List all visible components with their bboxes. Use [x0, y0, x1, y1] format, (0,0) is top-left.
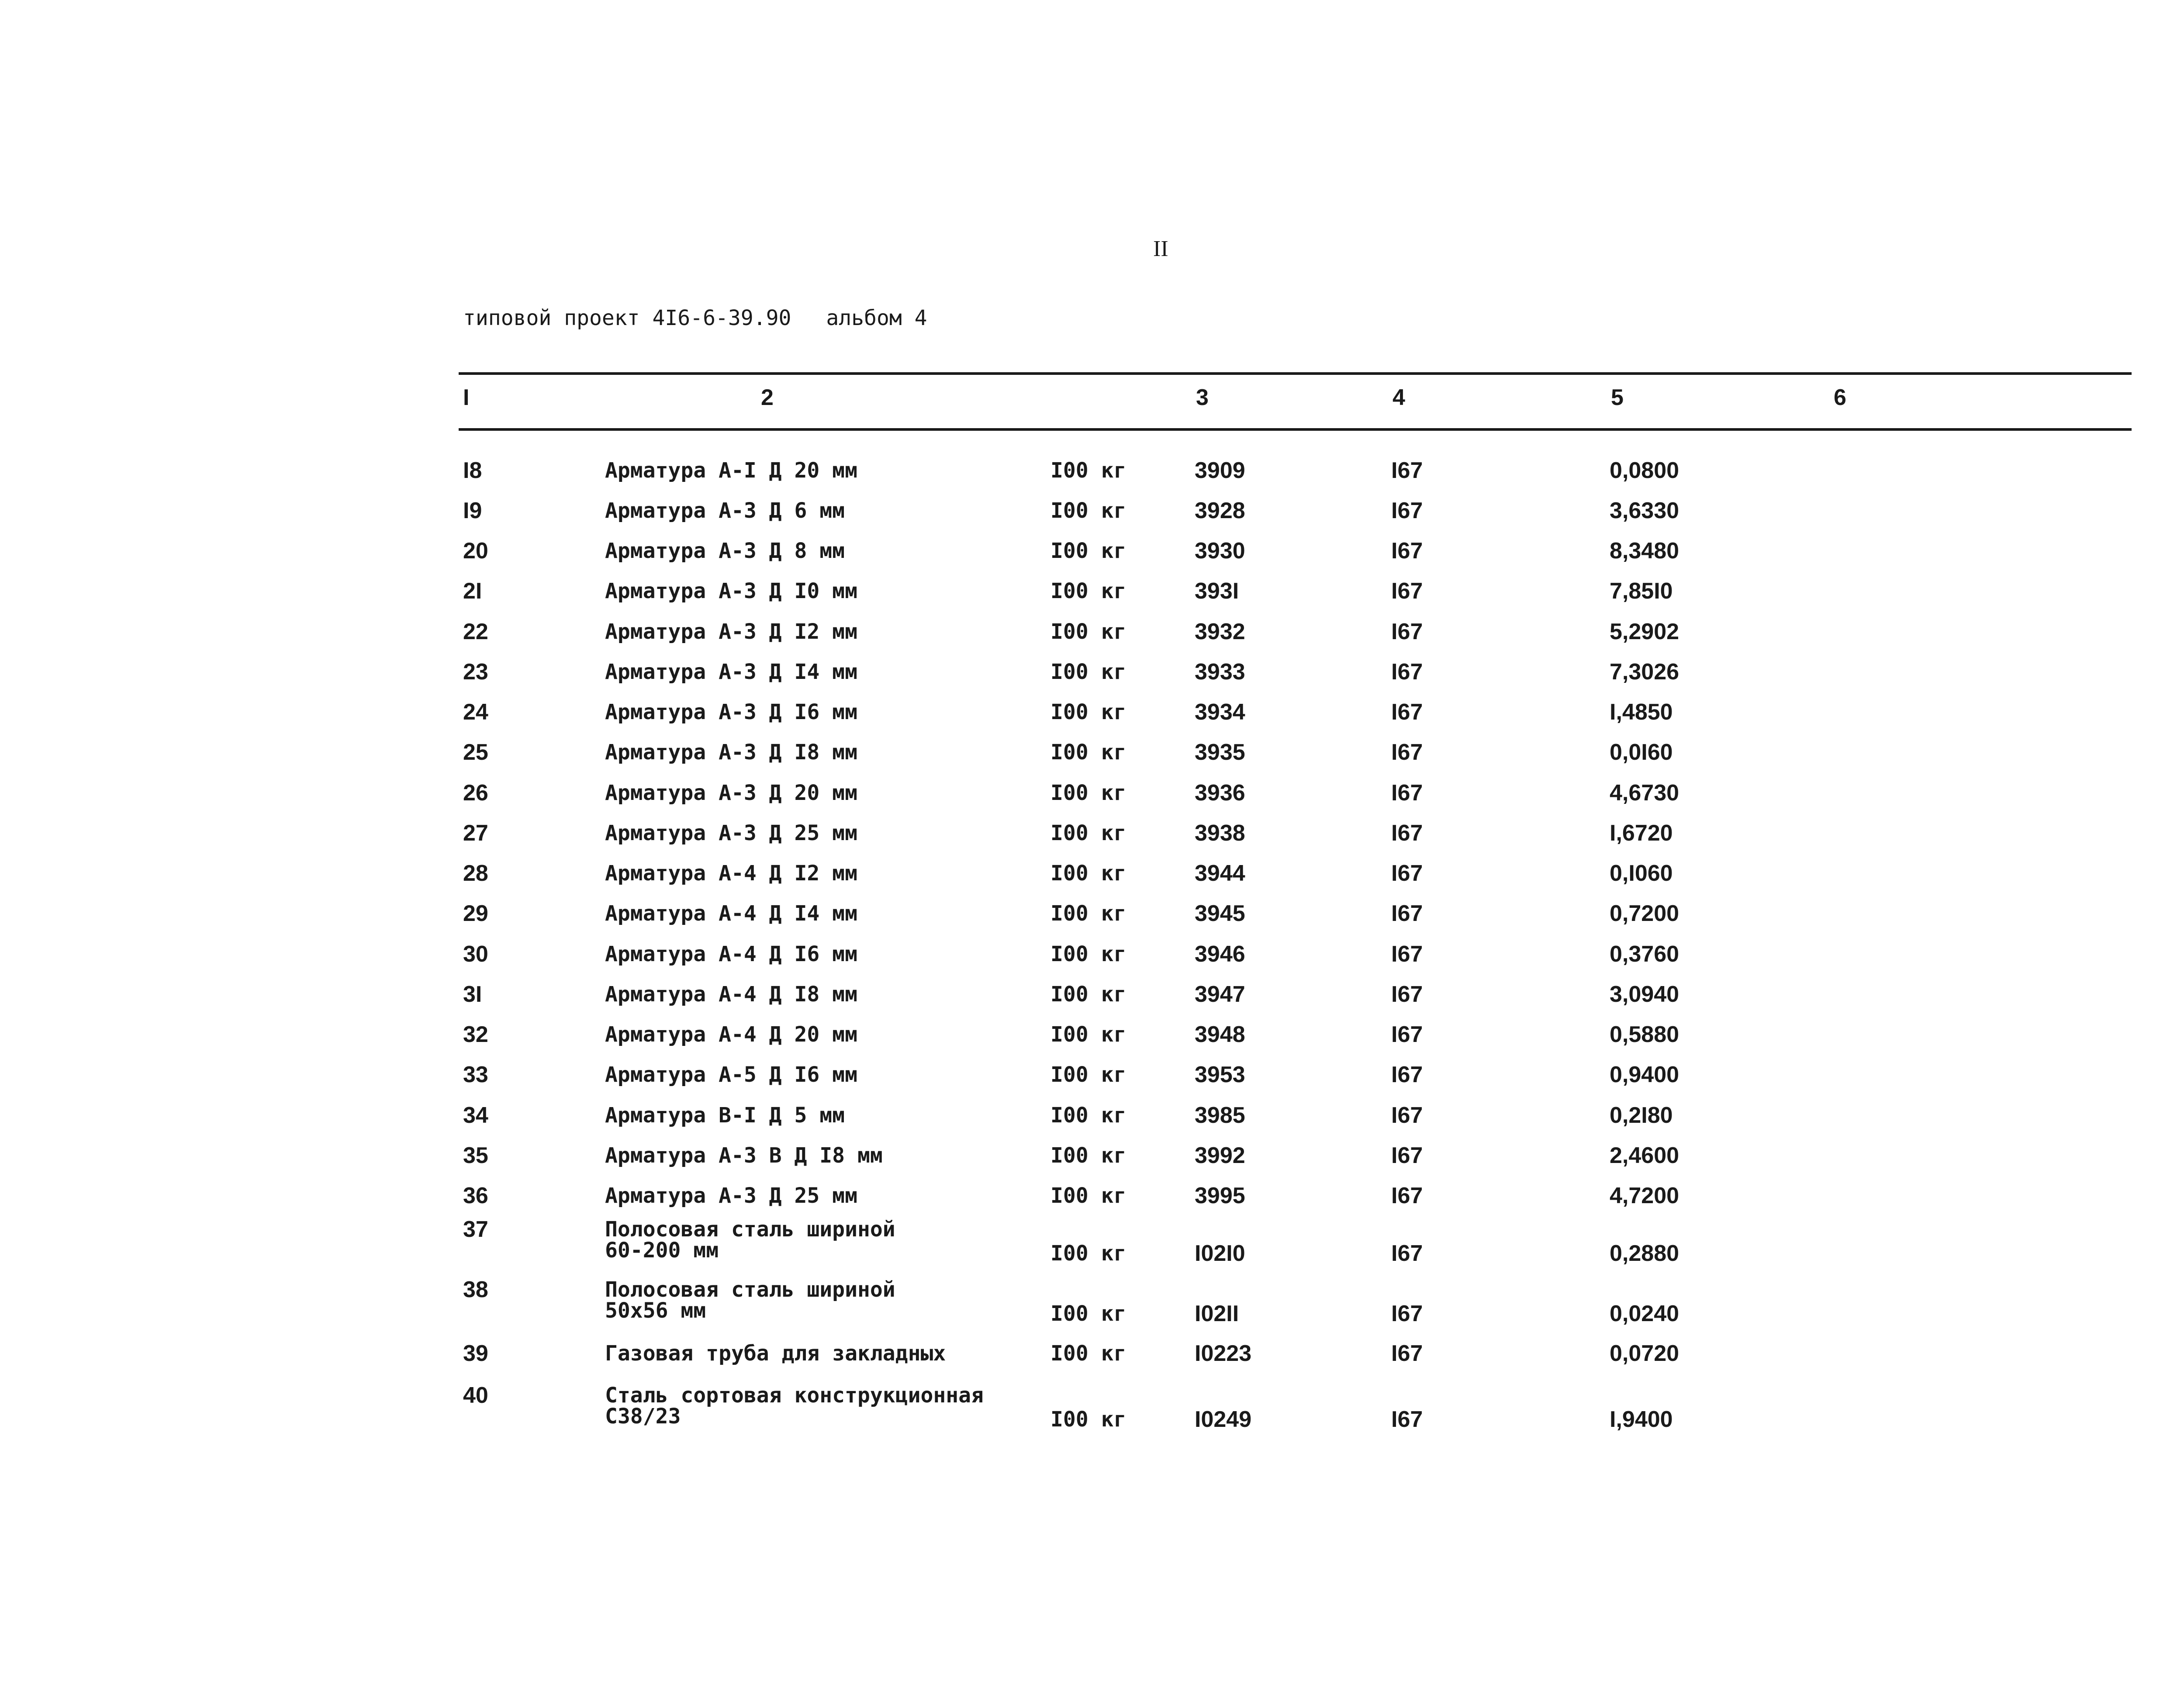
- row-unit: I00 кг: [1051, 781, 1127, 805]
- row-value: 0,3760: [1610, 941, 1679, 967]
- row-name: Сталь сортовая конструкционная: [605, 1383, 984, 1408]
- row-col4: I67: [1391, 619, 1423, 644]
- column-header-4: 4: [1393, 385, 1405, 410]
- row-value: 0,0720: [1610, 1341, 1679, 1366]
- row-code: 3947: [1195, 982, 1245, 1007]
- row-name: Арматура А-3 Д 6 мм: [605, 498, 845, 523]
- row-number: 23: [463, 659, 488, 685]
- row-col4: I67: [1391, 1301, 1423, 1326]
- row-number: 40: [463, 1383, 488, 1408]
- row-name: Арматура А-3 Д 20 мм: [605, 781, 857, 805]
- row-value: 0,7200: [1610, 901, 1679, 926]
- row-number: 36: [463, 1183, 488, 1208]
- row-name: Арматура А-4 Д I6 мм: [605, 942, 857, 966]
- row-name: Арматура А-4 Д 20 мм: [605, 1022, 857, 1047]
- column-header-6: 6: [1834, 385, 1846, 410]
- row-number: 22: [463, 619, 488, 644]
- column-header-5: 5: [1611, 385, 1624, 410]
- row-code: 3932: [1195, 619, 1245, 644]
- row-unit: I00 кг: [1051, 1143, 1127, 1168]
- row-number: 35: [463, 1143, 488, 1168]
- row-unit: I00 кг: [1051, 982, 1127, 1007]
- row-name: Арматура А-4 Д I4 мм: [605, 901, 857, 926]
- row-code: 3953: [1195, 1062, 1245, 1087]
- row-value: 3,6330: [1610, 498, 1679, 523]
- row-unit: I00 кг: [1051, 620, 1127, 644]
- row-name-continued: 60-200 мм: [605, 1238, 719, 1263]
- row-col4: I67: [1391, 659, 1423, 685]
- row-value: 0,0800: [1610, 458, 1679, 483]
- row-code: 3944: [1195, 861, 1245, 886]
- row-col4: I67: [1391, 1103, 1423, 1128]
- row-number: 20: [463, 538, 488, 564]
- table-top-rule: [459, 372, 2132, 375]
- row-number: 32: [463, 1022, 488, 1047]
- row-code: 393I: [1195, 578, 1239, 604]
- row-name: Полосовая сталь шириной: [605, 1217, 895, 1242]
- row-code: 3992: [1195, 1143, 1245, 1168]
- row-name: Арматура А-3 Д I8 мм: [605, 740, 857, 765]
- row-unit: I00 кг: [1051, 1103, 1127, 1128]
- row-number: 37: [463, 1217, 488, 1242]
- row-name: Арматура А-3 Д 25 мм: [605, 821, 857, 845]
- row-col4: I67: [1391, 1183, 1423, 1208]
- row-code: I0223: [1195, 1341, 1252, 1366]
- row-unit: I00 кг: [1051, 1062, 1127, 1087]
- row-name: Арматура А-3 Д I4 мм: [605, 660, 857, 684]
- row-unit: I00 кг: [1051, 1241, 1127, 1266]
- row-col4: I67: [1391, 1022, 1423, 1047]
- row-code: 3938: [1195, 820, 1245, 846]
- row-unit: I00 кг: [1051, 821, 1127, 845]
- column-header-1: I: [463, 385, 470, 410]
- row-name: Арматура А-3 Д I6 мм: [605, 700, 857, 724]
- row-name: Арматура А-4 Д I2 мм: [605, 861, 857, 886]
- row-name: Арматура А-3 Д 25 мм: [605, 1184, 857, 1208]
- row-number: 33: [463, 1062, 488, 1087]
- row-unit: I00 кг: [1051, 660, 1127, 684]
- row-unit: I00 кг: [1051, 458, 1127, 483]
- row-unit: I00 кг: [1051, 539, 1127, 563]
- row-number: 26: [463, 780, 488, 806]
- row-number: 29: [463, 901, 488, 926]
- row-unit: I00 кг: [1051, 942, 1127, 966]
- row-number: 2I: [463, 578, 482, 604]
- row-col4: I67: [1391, 861, 1423, 886]
- row-unit: I00 кг: [1051, 1407, 1127, 1432]
- row-value: 0,2I80: [1610, 1103, 1673, 1128]
- row-number: 39: [463, 1341, 488, 1366]
- row-unit: I00 кг: [1051, 579, 1127, 603]
- row-code: 3928: [1195, 498, 1245, 523]
- row-code: 3933: [1195, 659, 1245, 685]
- row-number: 25: [463, 740, 488, 765]
- row-col4: I67: [1391, 498, 1423, 523]
- row-col4: I67: [1391, 740, 1423, 765]
- row-number: 38: [463, 1277, 488, 1302]
- row-value: 3,0940: [1610, 982, 1679, 1007]
- row-col4: I67: [1391, 1143, 1423, 1168]
- row-col4: I67: [1391, 1407, 1423, 1432]
- row-col4: I67: [1391, 1062, 1423, 1087]
- row-name: Арматура А-5 Д I6 мм: [605, 1062, 857, 1087]
- row-unit: I00 кг: [1051, 1341, 1127, 1366]
- row-number: 34: [463, 1103, 488, 1128]
- page-number: II: [1153, 236, 1168, 261]
- row-unit: I00 кг: [1051, 1301, 1127, 1326]
- row-number: 3I: [463, 982, 482, 1007]
- row-unit: I00 кг: [1051, 498, 1127, 523]
- row-code: 3946: [1195, 941, 1245, 967]
- row-name: Арматура А-3 Д I2 мм: [605, 620, 857, 644]
- table-header-rule: [459, 428, 2132, 431]
- row-name: Арматура А-3 В Д I8 мм: [605, 1143, 883, 1168]
- row-number: I8: [463, 458, 482, 483]
- row-name: Арматура В-I Д 5 мм: [605, 1103, 845, 1128]
- row-number: 30: [463, 941, 488, 967]
- row-unit: I00 кг: [1051, 1184, 1127, 1208]
- row-code: 3935: [1195, 740, 1245, 765]
- row-name: Арматура А-I Д 20 мм: [605, 458, 857, 483]
- row-value: 4,6730: [1610, 780, 1679, 806]
- row-value: 7,3026: [1610, 659, 1679, 685]
- row-unit: I00 кг: [1051, 1022, 1127, 1047]
- row-name: Арматура А-4 Д I8 мм: [605, 982, 857, 1007]
- row-col4: I67: [1391, 901, 1423, 926]
- document-header: [463, 306, 927, 330]
- row-value: 0,5880: [1610, 1022, 1679, 1047]
- row-code: 3948: [1195, 1022, 1245, 1047]
- row-code: 3985: [1195, 1103, 1245, 1128]
- row-col4: I67: [1391, 982, 1423, 1007]
- row-value: I,4850: [1610, 699, 1673, 725]
- row-code: 3945: [1195, 901, 1245, 926]
- row-value: 0,0240: [1610, 1301, 1679, 1326]
- row-unit: I00 кг: [1051, 740, 1127, 765]
- row-unit: I00 кг: [1051, 861, 1127, 886]
- row-code: 3934: [1195, 699, 1245, 725]
- row-name: Газовая труба для закладных: [605, 1341, 946, 1366]
- row-code: I02I0: [1195, 1241, 1245, 1266]
- row-col4: I67: [1391, 780, 1423, 806]
- row-value: 4,7200: [1610, 1183, 1679, 1208]
- row-code: 3909: [1195, 458, 1245, 483]
- row-unit: I00 кг: [1051, 901, 1127, 926]
- row-col4: I67: [1391, 458, 1423, 483]
- row-name-continued: 50х56 мм: [605, 1298, 706, 1323]
- row-value: I,9400: [1610, 1407, 1673, 1432]
- row-value: 0,9400: [1610, 1062, 1679, 1087]
- row-value: 7,85I0: [1610, 578, 1673, 604]
- row-col4: I67: [1391, 538, 1423, 564]
- column-header-3: 3: [1196, 385, 1209, 410]
- row-number: I9: [463, 498, 482, 523]
- row-col4: I67: [1391, 1341, 1423, 1366]
- row-value: 0,2880: [1610, 1241, 1679, 1266]
- row-col4: I67: [1391, 820, 1423, 846]
- row-code: 3995: [1195, 1183, 1245, 1208]
- row-value: I,6720: [1610, 820, 1673, 846]
- row-code: I02II: [1195, 1301, 1239, 1326]
- row-name: Полосовая сталь шириной: [605, 1277, 895, 1302]
- row-value: 2,4600: [1610, 1143, 1679, 1168]
- row-number: 27: [463, 820, 488, 846]
- row-name: Арматура А-3 Д I0 мм: [605, 579, 857, 603]
- row-code: 3936: [1195, 780, 1245, 806]
- row-code: 3930: [1195, 538, 1245, 564]
- row-col4: I67: [1391, 578, 1423, 604]
- row-unit: I00 кг: [1051, 700, 1127, 724]
- row-name: Арматура А-3 Д 8 мм: [605, 539, 845, 563]
- row-value: 5,2902: [1610, 619, 1679, 644]
- row-value: 0,0I60: [1610, 740, 1673, 765]
- row-number: 28: [463, 861, 488, 886]
- row-number: 24: [463, 699, 488, 725]
- project-title: типовой проект 4I6-6-39.90: [463, 306, 791, 330]
- row-col4: I67: [1391, 699, 1423, 725]
- row-value: 8,3480: [1610, 538, 1679, 564]
- album-label: альбом 4: [826, 306, 927, 330]
- row-code: I0249: [1195, 1407, 1252, 1432]
- column-header-2: 2: [761, 385, 774, 410]
- row-name-continued: С38/23: [605, 1404, 681, 1429]
- row-value: 0,I060: [1610, 861, 1673, 886]
- row-col4: I67: [1391, 1241, 1423, 1266]
- row-col4: I67: [1391, 941, 1423, 967]
